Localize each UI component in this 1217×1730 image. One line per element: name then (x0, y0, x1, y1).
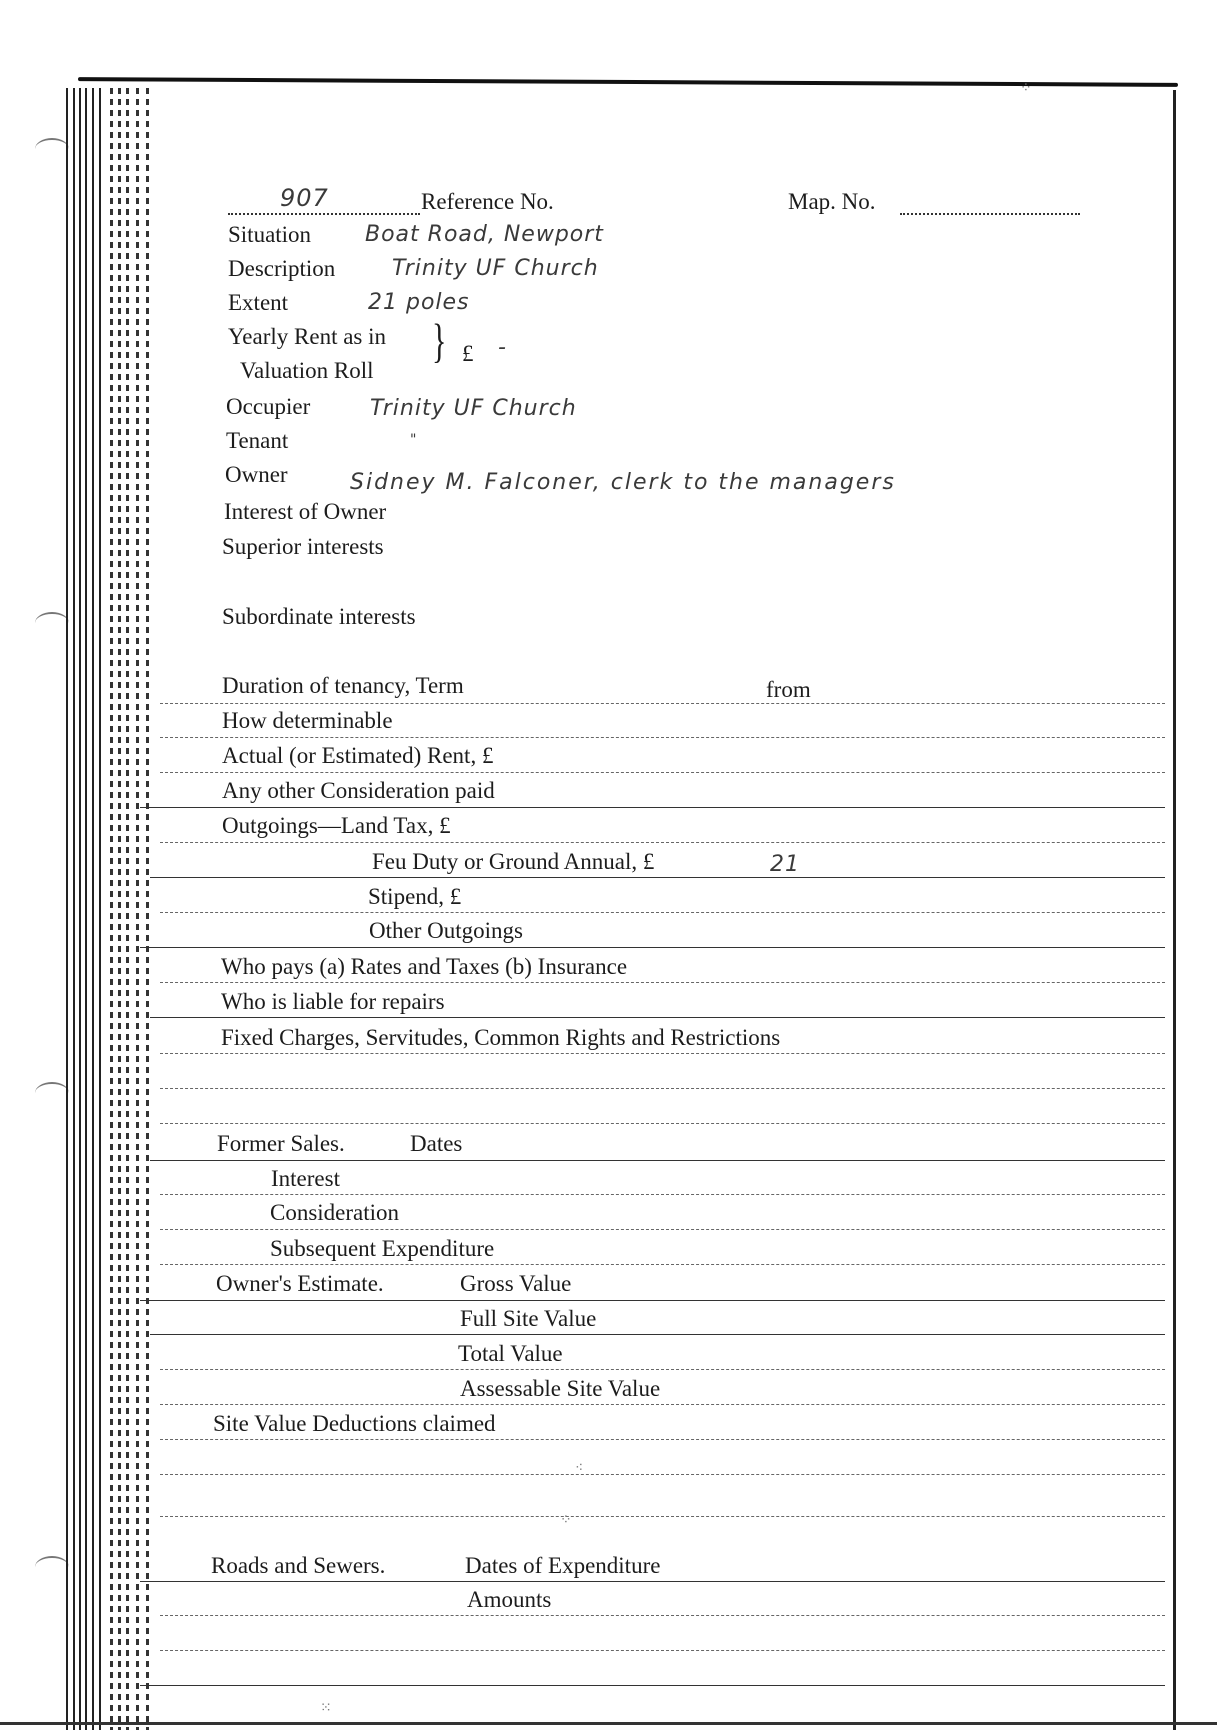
owners-estimate-label: Owner's Estimate. (216, 1271, 384, 1296)
row-rule (150, 877, 1165, 878)
scan-bottom-edge (0, 1722, 1217, 1725)
deductions-label: Site Value Deductions claimed (213, 1411, 496, 1436)
row-rule (150, 1334, 1165, 1335)
interest-of-owner-label: Interest of Owner (224, 499, 387, 524)
row-rule (160, 1123, 1165, 1124)
row-rule (160, 703, 1165, 704)
assessable-site-value-label: Assessable Site Value (460, 1376, 661, 1401)
scan-speck: ⁘ (560, 1513, 572, 1528)
row-rule (160, 1474, 1165, 1475)
scan-speck: ⁘ (1020, 81, 1032, 96)
valuation-roll-label: Valuation Roll (240, 358, 374, 383)
page-binding-edge (66, 88, 156, 1730)
row-rule (160, 737, 1165, 738)
situation-label: Situation (228, 222, 312, 247)
page-top-border (78, 77, 1178, 87)
stipend-label: Stipend, £ (368, 884, 462, 909)
row-rule (160, 1439, 1165, 1440)
row-rule (160, 1404, 1165, 1405)
reference-value: 907 (280, 184, 329, 212)
row-rule (140, 1581, 1165, 1582)
row-rule (160, 982, 1165, 983)
row-rule (160, 912, 1165, 913)
determinable-label: How determinable (222, 708, 393, 733)
amounts-label: Amounts (467, 1587, 552, 1612)
tenant-value: " (410, 432, 418, 448)
row-rule (140, 1300, 1165, 1301)
row-rule (160, 1516, 1165, 1517)
outgoings-label: Outgoings—Land Tax, £ (222, 813, 451, 838)
row-rule (150, 1017, 1165, 1018)
page-right-border (1173, 90, 1176, 1730)
former-sales-dates-label: Dates (410, 1131, 463, 1156)
row-rule (160, 1053, 1165, 1054)
dates-of-expenditure-label: Dates of Expenditure (465, 1553, 661, 1578)
subsequent-expenditure-label: Subsequent Expenditure (270, 1236, 495, 1261)
fixed-charges-label: Fixed Charges, Servitudes, Common Rights and Restrictions (221, 1025, 781, 1050)
other-consideration-label: Any other Consideration paid (222, 778, 495, 803)
situation-value: Boat Road, Newport (365, 222, 604, 247)
feu-duty-label: Feu Duty or Ground Annual, £ (372, 849, 655, 874)
occupier-value: Trinity UF Church (370, 396, 577, 421)
tenant-label: Tenant (226, 428, 289, 453)
brace-icon: } (432, 314, 447, 368)
owner-value: Sidney M. Falconer, clerk to the managers (350, 470, 896, 495)
row-rule (160, 1194, 1165, 1195)
consideration-label: Consideration (270, 1200, 400, 1225)
row-rule (160, 1615, 1165, 1616)
repairs-label: Who is liable for repairs (221, 989, 445, 1014)
row-rule (160, 1650, 1165, 1651)
yearly-rent-currency: £ (462, 341, 474, 366)
binder-ring (35, 1556, 69, 1578)
actual-rent-label: Actual (or Estimated) Rent, £ (222, 743, 494, 768)
former-sales-label: Former Sales. (217, 1131, 345, 1156)
duration-label: Duration of tenancy, Term (222, 673, 464, 698)
row-rule (160, 1229, 1165, 1230)
who-pays-label: Who pays (a) Rates and Taxes (b) Insurance (221, 954, 628, 979)
feu-duty-value: 21 (770, 852, 800, 877)
binder-ring (35, 138, 69, 160)
description-value: Trinity UF Church (392, 256, 599, 281)
gross-value-label: Gross Value (460, 1271, 572, 1296)
reference-label: Reference No. (421, 189, 554, 214)
from-label: from (766, 677, 811, 702)
extent-value: 21 poles (368, 290, 470, 315)
row-rule (160, 1264, 1165, 1265)
yearly-rent-label: Yearly Rent as in (228, 324, 387, 349)
row-rule (160, 842, 1165, 843)
scan-speck: ⁖ (575, 1461, 584, 1476)
row-rule (140, 947, 1165, 948)
description-label: Description (228, 256, 336, 281)
occupier-label: Occupier (226, 394, 311, 419)
map-field-line (900, 213, 1080, 215)
row-rule (160, 772, 1165, 773)
interest-label: Interest (271, 1166, 340, 1191)
binder-ring (35, 612, 69, 634)
yearly-rent-value: - (498, 335, 507, 360)
subordinate-interests-label: Subordinate interests (222, 604, 416, 629)
scan-speck: ⁙ (320, 1701, 332, 1716)
row-rule (150, 1160, 1165, 1161)
row-rule (140, 1685, 1165, 1686)
row-rule (160, 1369, 1165, 1370)
extent-label: Extent (228, 290, 289, 315)
row-rule (160, 1088, 1165, 1089)
total-value-label: Total Value (458, 1341, 563, 1366)
roads-sewers-label: Roads and Sewers. (211, 1553, 386, 1578)
binder-ring (35, 1082, 69, 1104)
full-site-value-label: Full Site Value (460, 1306, 597, 1331)
row-rule (140, 807, 1165, 808)
map-label: Map. No. (788, 189, 876, 214)
superior-interests-label: Superior interests (222, 534, 384, 559)
other-outgoings-label: Other Outgoings (369, 918, 523, 943)
owner-label: Owner (225, 462, 288, 487)
reference-field-line (228, 213, 420, 215)
